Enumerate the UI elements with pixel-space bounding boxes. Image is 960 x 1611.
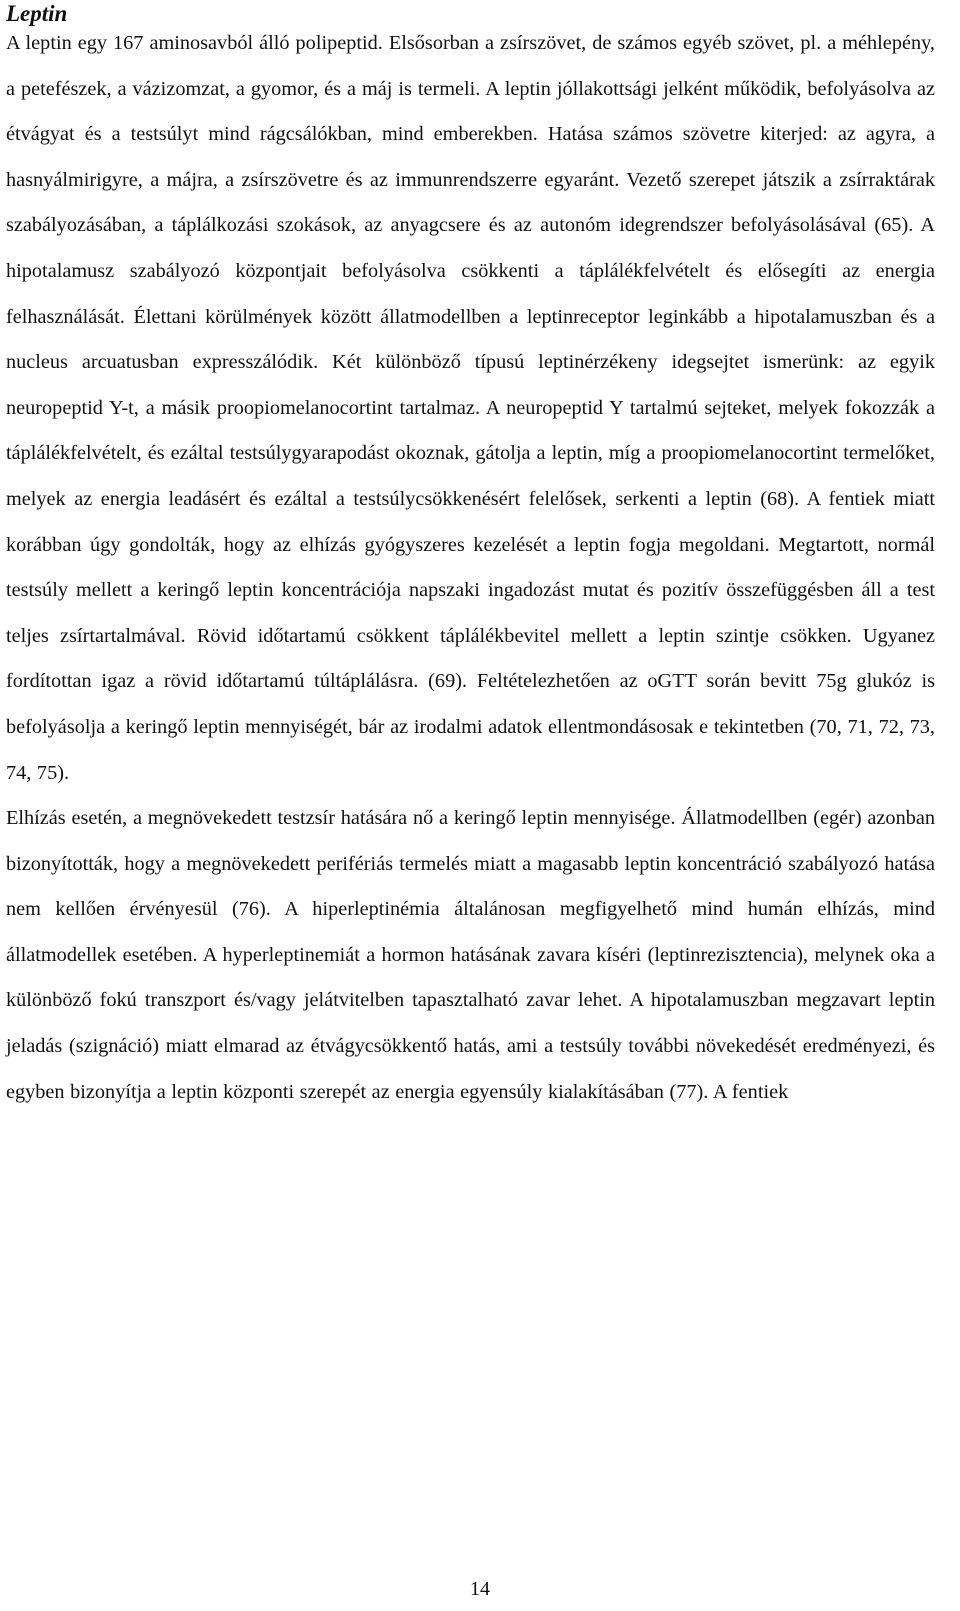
document-page — [6, 0, 935, 1115]
paragraph-1: A leptin egy 167 aminosavból álló polipeptid. Elsősorban a zsírszövet, de számos egyéb szövet, pl. a méhlepény, a petefészek, a vázizomzat, a gyomor, és a máj is termeli. A leptin jóllakottsági jelként működik, befolyásolva az étvágyat és a testsúlyt mind rágcsálókban, mind emberekben. Hatása számos szövetre kiterjed: az agyra, a hasnyálmirigyre, a májra, a zsírszövetre és az immunrendszerre egyaránt. Vezető szerepet játszik a zsírraktárak szabályozásában, a táplálkozási szokások, az anyagcsere és az autonóm idegrendszer befolyásolásával (65). A hipotalamusz szabályozó központjait befolyásolva csökkenti a táplálékfelvételt és elősegíti az energia felhasználását. Élettani körülmények között állatmodellben a leptinreceptor leginkább a hipotalamuszban és a nucleus arcuatusban expresszálódik. Két különböző típusú leptinérzékeny idegsejtet ismerünk: az egyik neuropeptid Y-t, a másik proopiomelanocortint tartalmaz. A neuropeptid Y tartalmú sejteket, melyek fokozzák a táplálékfelvételt, és ezáltal testsúlygyarapodást okoznak, gátolja a leptin, míg a proopiomelanocortint termelőket, melyek az energia leadásért és ezáltal a testsúlycsökkenésért felelősek, serkenti a leptin (68). A fentiek miatt korábban úgy gondolták, hogy az elhízás gyógyszeres kezelését a leptin fogja megoldani. Megtartott, normál testsúly mellett a keringő leptin koncentrációja napszaki ingadozást mutat és pozitív összefüggésben áll a test teljes zsírtartalmával. Rövid időtartamú csökkent táplálékbevitel mellett a leptin szintje csökken. Ugyanez fordítottan igaz a rövid időtartamú túltáplálásra. (69). Feltételezhetően az oGTT során bevitt 75g glukóz is befolyásolja a keringő leptin mennyiségét, bár az irodalmi adatok ellentmondásosak e tekintetben (70, 71, 72, 73, 74, 75). — [6, 32, 935, 784]
page-number: 14 — [470, 1578, 490, 1600]
paragraph-2: Elhízás esetén, a megnövekedett testzsír hatására nő a keringő leptin mennyisége. Állatmodellben (egér) azonban bizonyították, hogy a megnövekedett perifériás termelés miatt a magasabb leptin koncentráció szabályozó hatása nem kellően érvényesül (76). A hiperleptinémia általánosan megfigyelhető mind humán elhízás, mind állatmodellek esetében. A hyperleptinemiát a hormon hatásának zavara kíséri (leptinrezisztencia), melynek oka a különböző fokú transzport és/vagy jelátvitelben tapasztalható zavar lehet. A hipotalamuszban megzavart leptin jeladás (szignáció) miatt elmarad az étvágycsökkentő hatás, ami a testsúly további növekedését eredményezi, és egyben bizonyítja a leptin központi szerepét az energia egyensúly kialakításában (77). A fentiek — [6, 807, 935, 1103]
section-heading: Leptin — [6, 1, 68, 26]
